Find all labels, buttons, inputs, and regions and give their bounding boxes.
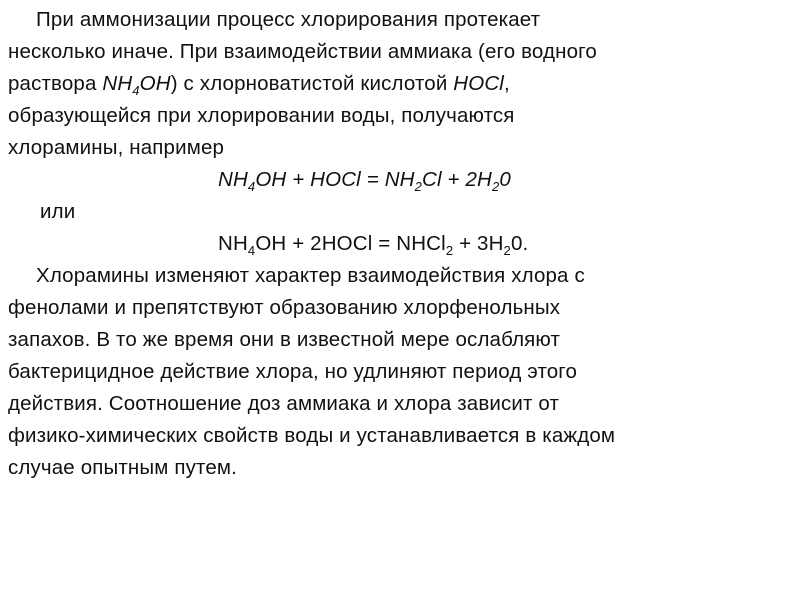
text-span: раствора [8, 72, 103, 95]
eq-subscript: 2 [414, 179, 422, 194]
eq-subscript: 2 [491, 179, 500, 194]
paragraph2-line7: случае опытным путем. [8, 456, 237, 479]
paragraph2-line2: фенолами и препятствуют образованию хлорфенольных [8, 296, 561, 319]
eq-part: NH [218, 232, 248, 255]
paragraph1-line5: хлорамины, например [8, 136, 225, 159]
paragraph2-line3: запахов. В то же время они в известной мере ослабляют [8, 328, 561, 351]
eq-part: OH + HOCl = NH [255, 168, 415, 191]
paragraph1-line1: При аммонизации процесс хлорирования протекает [36, 8, 541, 31]
eq-part: Cl + 2H [422, 168, 492, 191]
eq-subscript: 2 [503, 243, 511, 258]
text-span: ) с хлорноватистой кислотой [170, 72, 454, 95]
eq-subscript: 4 [247, 243, 256, 258]
formula-subscript: 4 [132, 83, 140, 98]
eq-part: OH + 2HOCl = NHCl [255, 232, 446, 255]
paragraph2-line5: действия. Соотношение доз аммиака и хлора зависит от [8, 392, 560, 415]
eq-subscript: 4 [247, 179, 256, 194]
eq-part: 0. [510, 232, 529, 255]
paragraph1-line2: несколько иначе. При взаимодействии аммиака (его водного [8, 40, 597, 63]
paragraph2-line4: бактерицидное действие хлора, но удлиняют период этого [8, 360, 578, 383]
equation-2 [218, 232, 528, 256]
eq-part: NH [218, 168, 248, 191]
formula-hocl: HOCl [453, 72, 505, 95]
formula-part: NH [102, 72, 133, 95]
paragraph1-line4: образующейся при хлорировании воды, получаются [8, 104, 515, 127]
formula-nh4oh [102, 72, 171, 98]
eq-subscript: 2 [445, 243, 454, 258]
eq-part: 0 [499, 168, 511, 191]
formula-part: OH [139, 72, 171, 95]
equation-1 [218, 168, 511, 192]
paragraph1-line3 [8, 72, 510, 96]
paragraph2-line1: Хлорамины изменяют характер взаимодействия хлора с [36, 264, 585, 287]
eq-part: + 3H [453, 232, 504, 255]
or-text: или [40, 200, 76, 223]
paragraph2-line6: физико-химических свойств воды и устанавливается в каждом [8, 424, 616, 447]
text-span: , [504, 72, 510, 95]
